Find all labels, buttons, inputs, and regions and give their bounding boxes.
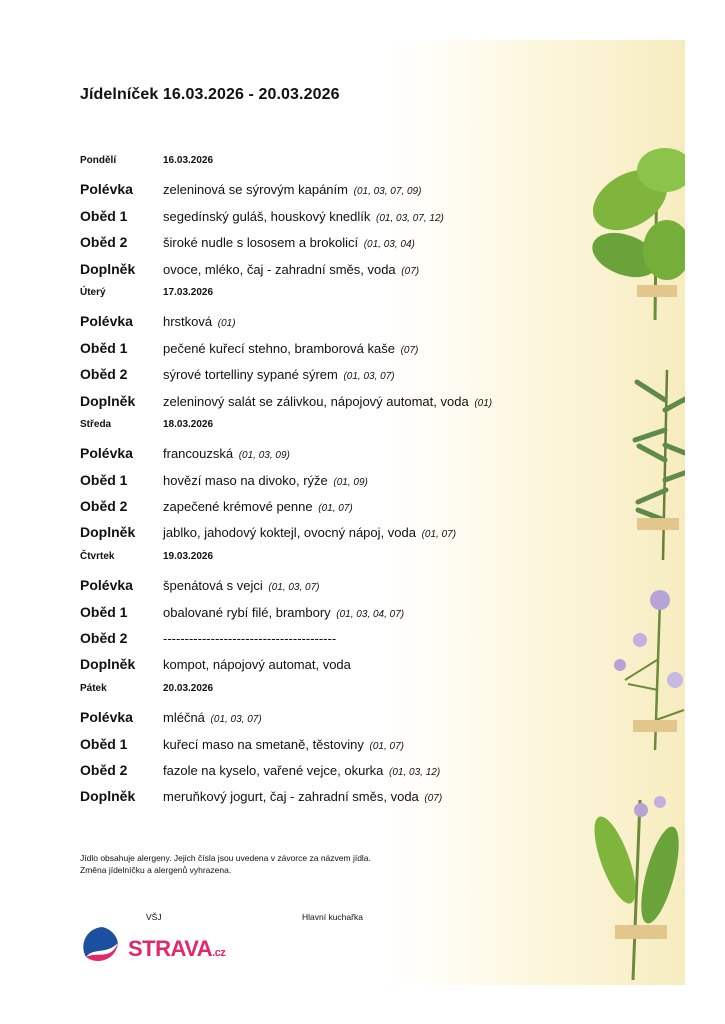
day-header [80,414,550,440]
meal-row [80,731,550,757]
meal-text: ovoce, mléko, čaj - zahradní směs, voda [163,261,396,277]
meal-text: hovězí maso na divoko, rýže [163,472,328,488]
meal-text: obalované rybí filé, brambory [163,604,331,620]
meal-row [80,361,550,387]
allergen-codes: (01, 07) [318,503,353,515]
day-header [80,546,550,572]
day-name: Pondělí [80,155,117,166]
meal-label: Oběd 1 [80,207,128,224]
meal-value [163,341,418,356]
meal-label: Polévka [80,577,133,594]
allergen-codes: (01, 03, 12) [389,766,441,778]
meal-row [80,440,550,466]
day-date: 16.03.2026 [163,155,214,166]
meal-value [163,209,444,224]
meal-value [163,631,338,646]
day-date: 20.03.2026 [163,682,214,694]
allergen-codes: (01, 03, 07, 09) [353,186,422,198]
signature-vsj: VŠJ [146,912,162,922]
meal-text: fazole na kyselo, vařené vejce, okurka [163,762,384,778]
meal-text: hrstková [163,314,213,330]
day-name: Pátek [80,682,107,694]
meal-label: Doplněk [80,788,136,805]
meal-value [163,657,353,672]
meal-text: segedínský guláš, houskový knedlík [163,208,371,224]
meal-row [80,256,550,282]
meal-row [80,572,550,598]
allergen-codes: (01, 03, 04, 07) [336,608,405,620]
day-name: Úterý [80,286,106,298]
meal-row [80,625,550,651]
meal-row [80,493,550,519]
meal-text: jablko, jahodový koktejl, ovocný nápoj, voda [163,525,416,541]
meal-row [80,388,550,414]
allergen-codes: (07) [401,265,420,277]
meal-text: zapečené krémové penne [163,499,313,515]
meal-text: zeleninová se sýrovým kapáním [163,182,348,198]
meal-row [80,704,550,730]
note-line: Jídlo obsahuje alergeny. Jejich čísla jsou uvedena v závorce za názvem jídla. [80,853,371,863]
meal-label: Doplněk [80,260,136,277]
meal-text: kompot, nápojový automat, voda [163,657,351,673]
meal-text: špenátová s vejci [163,578,263,594]
meal-value [163,763,440,778]
allergen-codes: (01, 03, 04) [363,239,415,251]
meal-label: Doplněk [80,524,136,541]
meal-label: Polévka [80,709,133,726]
allergen-codes: (01, 07) [369,740,404,752]
meal-text: sýrové tortelliny sypané sýrem [163,367,338,383]
allergen-codes: (01, 09) [333,476,368,488]
meal-text: pečené kuřecí stehno, bramborová kaše [163,340,395,356]
meal-row [80,783,550,809]
meal-value [163,737,404,752]
meal-label: Oběd 2 [80,498,128,515]
meal-value [163,473,368,488]
meal-value [163,710,262,725]
meal-row [80,599,550,625]
meal-label: Polévka [80,181,133,198]
meal-label: Doplněk [80,656,136,673]
day-name: Čtvrtek [80,550,115,562]
day-header [80,150,550,176]
meal-text: kuřecí maso na smetaně, těstoviny [163,736,364,752]
meal-text: zeleninový salát se zálivkou, nápojový automat, voda [163,393,469,409]
meal-label: Oběd 2 [80,366,128,383]
meal-row [80,229,550,255]
meal-value [163,605,404,620]
meal-row [80,335,550,361]
meal-row [80,176,550,202]
meal-row [80,203,550,229]
meal-label: Doplněk [80,392,136,409]
meal-value [163,789,442,804]
meal-value [163,446,290,461]
meal-text: mléčná [163,710,205,726]
meal-label: Oběd 2 [80,234,128,251]
strava-logo-text: STRAVA.cz [128,936,226,961]
allergen-codes: (01, 03, 09) [238,450,290,462]
meal-value [163,367,395,382]
meal-label: Oběd 1 [80,471,128,488]
allergen-codes: (01, 03, 07) [210,714,262,726]
allergen-note [80,852,371,876]
menu-list [80,150,550,810]
day-header [80,282,550,308]
allergen-codes: (01) [474,397,493,409]
day-date: 17.03.2026 [163,286,214,298]
meal-label: Oběd 2 [80,761,128,778]
meal-row [80,519,550,545]
meal-label: Oběd 2 [80,630,128,647]
allergen-codes: (07) [400,344,419,356]
day-date: 19.03.2026 [163,550,214,562]
allergen-codes: (01, 07) [421,529,457,541]
meal-label: Polévka [80,313,133,330]
meal-label: Oběd 1 [80,339,128,356]
page-title: Jídelníček 16.03.2026 - 20.03.2026 [80,86,340,103]
allergen-codes: (07) [424,793,443,805]
meal-value [163,182,421,197]
meal-text: francouzská [163,446,234,462]
meal-value [163,314,236,329]
meal-row [80,651,550,677]
day-header [80,678,550,704]
meal-label: Oběd 1 [80,603,128,620]
allergen-codes: (01, 03, 07, 12) [376,212,444,224]
meal-row [80,757,550,783]
meal-value [163,578,320,593]
signature-chef: Hlavní kuchařka [302,912,363,922]
meal-text: ---------------------------------------- [163,631,337,647]
note-line: Změna jídelníčku a alergenů vyhrazena. [80,865,232,875]
meal-value [163,525,456,540]
allergen-codes: (01, 03, 07) [268,582,320,594]
meal-value [163,394,492,409]
meal-value [163,262,419,277]
meal-value [163,499,353,514]
meal-row [80,308,550,334]
allergen-codes: (01, 03, 07) [343,371,395,383]
day-name: Středa [80,418,112,430]
day-date: 18.03.2026 [163,418,214,430]
meal-row [80,467,550,493]
meal-label: Polévka [80,445,133,462]
allergen-codes: (01) [217,318,236,330]
meal-text: široké nudle s lososem a brokolicí [163,235,359,251]
meal-value [163,235,415,250]
meal-text: meruňkový jogurt, čaj - zahradní směs, voda [163,789,419,805]
meal-label: Oběd 1 [80,735,128,752]
